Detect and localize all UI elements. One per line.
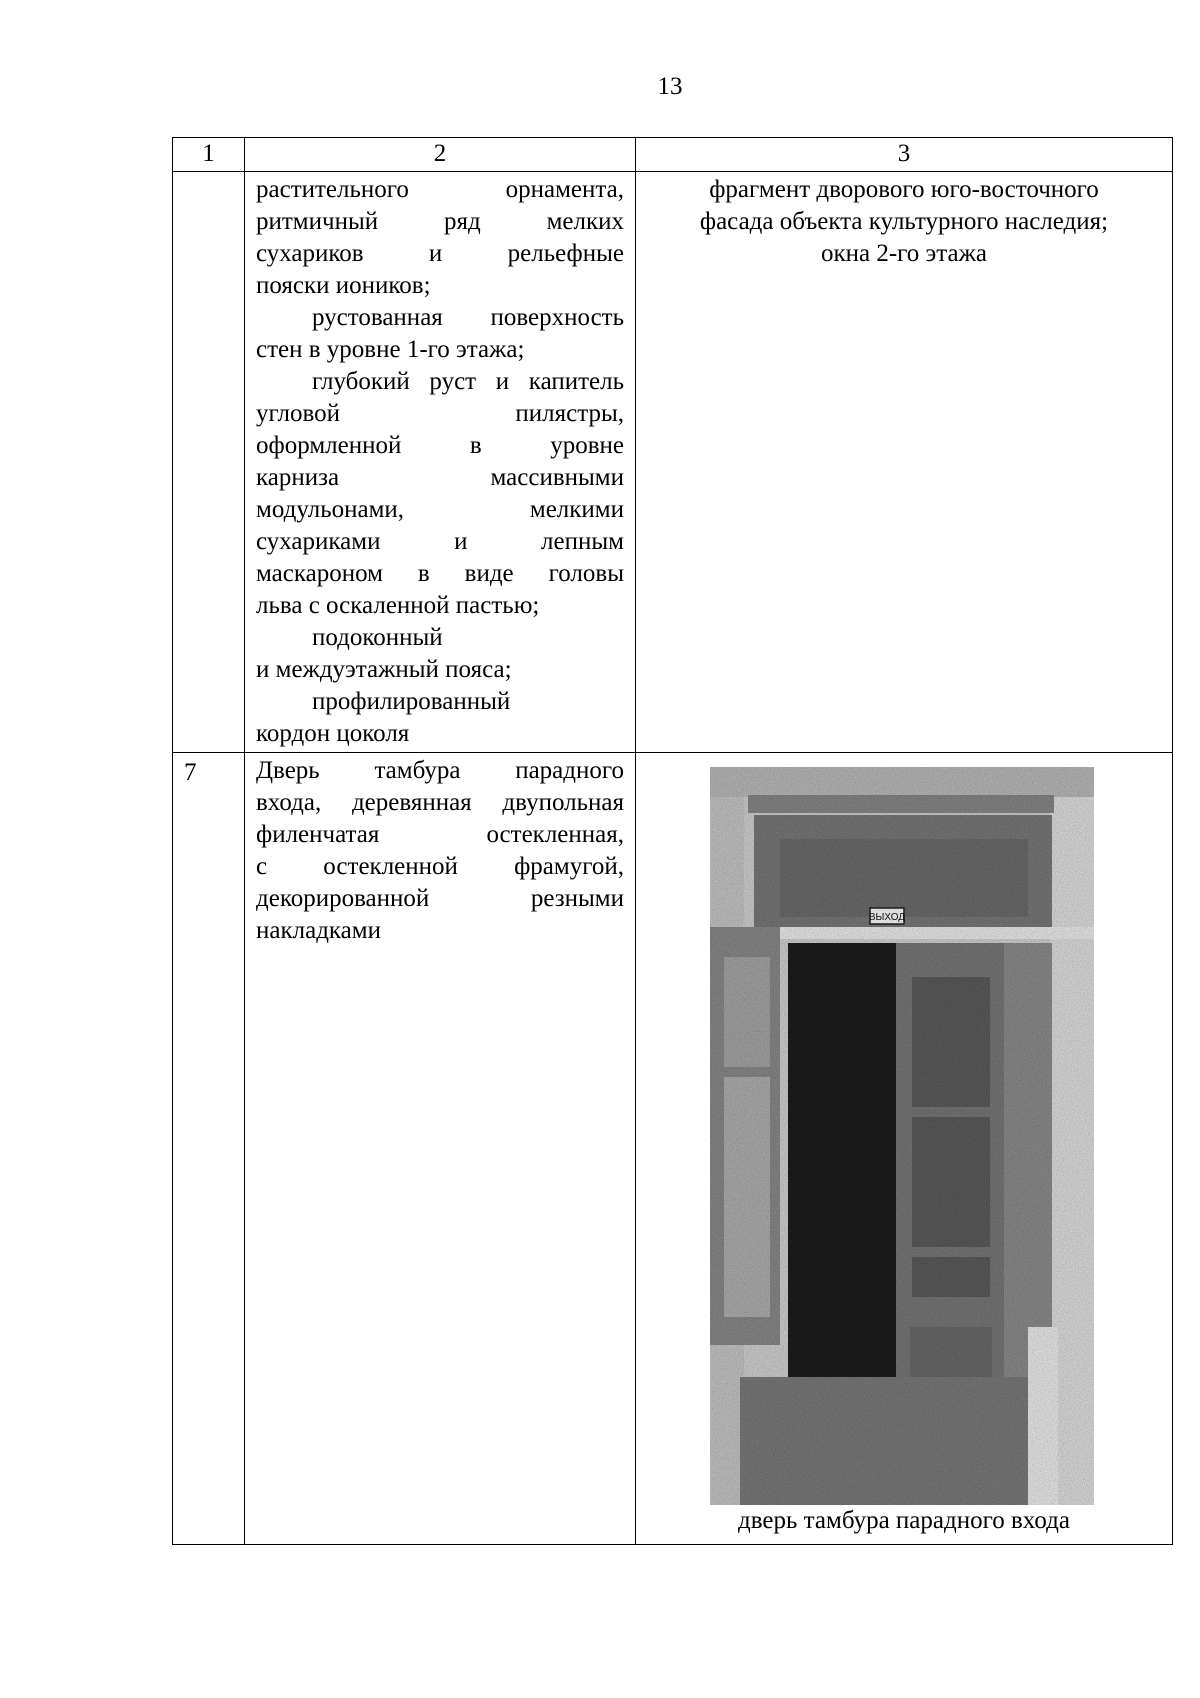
photo-cell (636, 753, 1173, 1545)
description-line: глубокий руст и капитель (312, 368, 624, 395)
description-line: пояски иоников; (256, 272, 431, 299)
description-cell (245, 753, 636, 1545)
description-line: декорированной резными (256, 885, 624, 912)
caption-line: фрагмент дворового юго-восточного (709, 176, 1099, 203)
description-line: Дверь тамбура парадного (256, 757, 624, 784)
header-cell-3: 3 (636, 138, 1173, 172)
description-line: карниза массивными (256, 464, 624, 491)
description-line: накладками (256, 917, 381, 944)
description-line: рустованная поверхность (312, 304, 624, 331)
description-line: филенчатая остекленная, (256, 821, 624, 848)
description-line: профилированный (312, 688, 511, 715)
caption-line: фасада объекта культурного наследия; (699, 208, 1109, 235)
row-number (173, 172, 245, 753)
caption-line: окна 2-го этажа (820, 240, 987, 267)
description-line: сухариков и рельефные (256, 240, 624, 267)
description-line: льва с оскаленной пастью; (256, 592, 540, 619)
description-cell (245, 172, 636, 753)
table-row (173, 753, 1173, 1545)
table-header-row (173, 138, 1173, 172)
header-cell-2: 2 (245, 138, 636, 172)
image-caption-cell (636, 172, 1173, 753)
description-line: ритмичный ряд мелких (256, 208, 624, 235)
description-line: стен в уровне 1-го этажа; (256, 336, 525, 363)
description-line: входа, деревянная двупольная (256, 789, 624, 816)
exit-sign-text: ВЫХОД (868, 912, 906, 923)
description-line: с остекленной фрамугой, (256, 853, 624, 880)
photo-caption: дверь тамбура парадного входа (738, 1507, 1070, 1534)
page-number: 13 (657, 73, 683, 100)
description-line: модульонами, мелкими (256, 496, 624, 523)
row-number: 7 (173, 753, 245, 1545)
description-line: подоконный (312, 624, 443, 651)
table-row (173, 172, 1173, 753)
heritage-table (172, 137, 1173, 1545)
door-photo (710, 767, 1094, 1505)
description-line: оформленной в уровне (256, 432, 624, 459)
description-line: угловой пилястры, (256, 400, 624, 427)
description-line: и междуэтажный пояса; (256, 656, 512, 683)
description-line: кордон цоколя (256, 720, 410, 747)
description-line: растительного орнамента, (256, 176, 624, 203)
header-cell-1: 1 (173, 138, 245, 172)
description-line: сухариками и лепным (256, 528, 624, 555)
description-line: маскароном в виде головы (256, 560, 624, 587)
